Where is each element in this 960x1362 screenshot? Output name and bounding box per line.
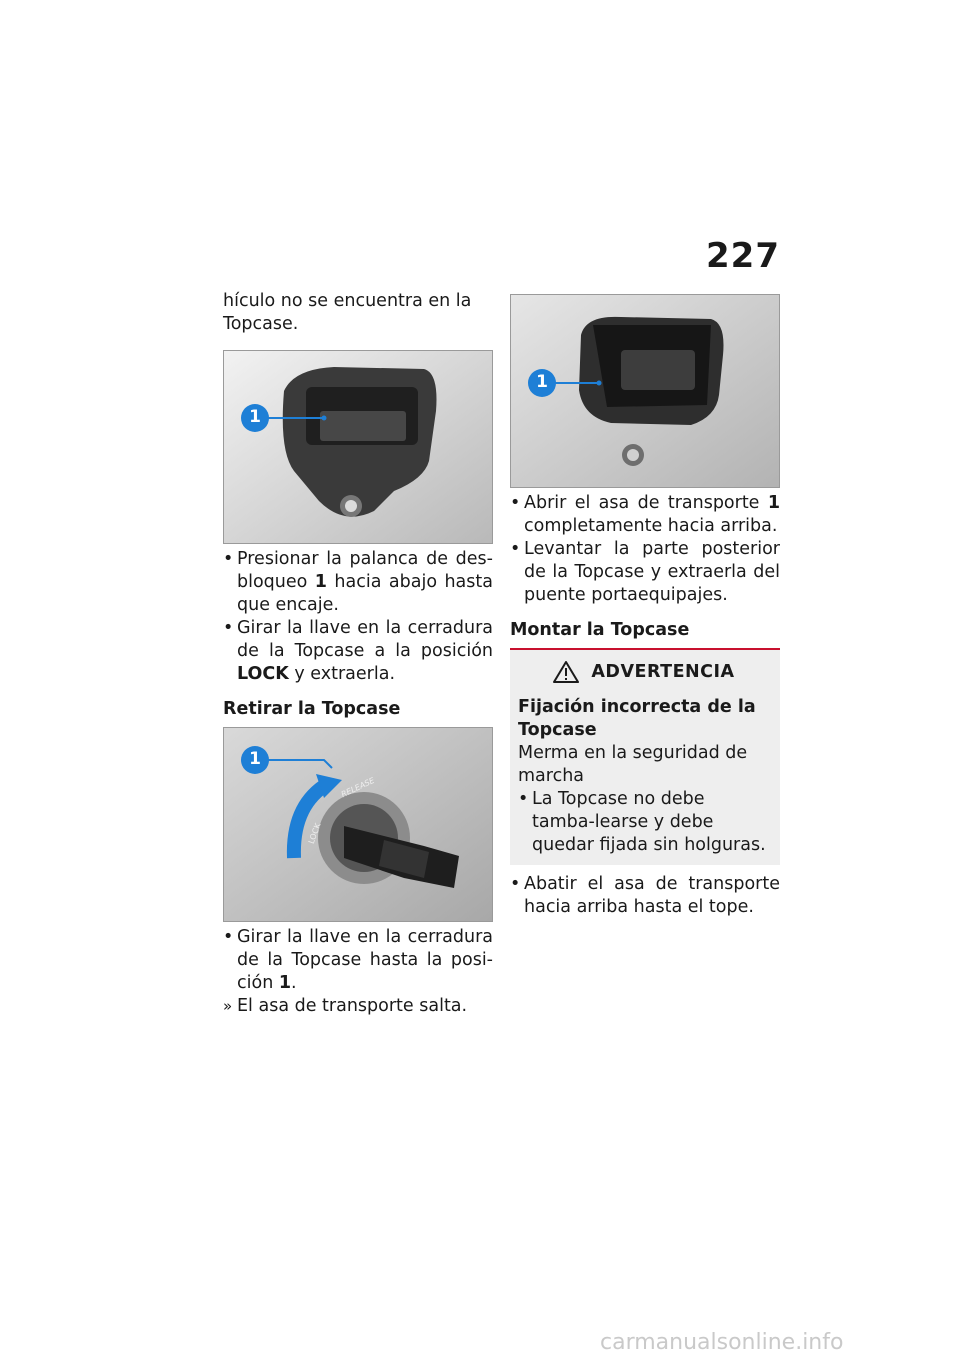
bullet-icon: • bbox=[510, 539, 521, 559]
bullet-icon: • bbox=[510, 493, 521, 513]
warning-list bbox=[518, 788, 770, 857]
warning-box bbox=[510, 648, 780, 865]
list-item: • Girar la llave en la cerradura de la Topcase hasta la posi-ción 1. bbox=[223, 927, 493, 993]
section-heading-retirar: Retirar la Topcase bbox=[223, 699, 401, 719]
result-arrow-icon: » bbox=[223, 997, 233, 1015]
bullet-icon: • bbox=[518, 789, 529, 809]
list-item: • Abatir el asa de transporte hacia arriba hasta el tope. bbox=[510, 874, 780, 917]
right-column bbox=[510, 294, 780, 919]
list-item: • Abrir el asa de transporte 1 completamente hacia arriba. bbox=[510, 493, 780, 536]
bullet-icon: • bbox=[223, 618, 234, 638]
warning-text: Merma en la seguridad de marcha bbox=[518, 743, 748, 786]
list-item: • Presionar la palanca de des-bloqueo 1 hacia abajo hasta que encaje. bbox=[223, 549, 493, 615]
photo-carry-handle bbox=[510, 294, 780, 488]
list-item: • Girar la llave en la cerradura de la Topcase a la posición LOCK y extraerla. bbox=[223, 618, 493, 684]
watermark: carmanualsonline.info bbox=[600, 1330, 844, 1355]
callout-1: 1 bbox=[249, 749, 261, 769]
release-label: RELEASE bbox=[339, 775, 376, 800]
steps-list-1 bbox=[223, 548, 493, 686]
intro-text: hículo no se encuentra en la Topcase. bbox=[223, 291, 472, 334]
steps-list-4 bbox=[510, 873, 780, 919]
bullet-icon: • bbox=[223, 927, 234, 947]
warning-triangle-icon bbox=[553, 660, 579, 684]
page-number: 227 bbox=[706, 236, 780, 276]
warning-subtitle: Fijación incorrecta de la Topcase bbox=[518, 697, 756, 740]
steps-list-2 bbox=[223, 926, 493, 995]
bullet-icon: • bbox=[223, 549, 234, 569]
callout-1: 1 bbox=[536, 372, 548, 392]
photo-key-lock bbox=[223, 727, 493, 922]
steps-list-3 bbox=[510, 492, 780, 607]
left-column bbox=[223, 290, 493, 1018]
warning-title: ADVERTENCIA bbox=[591, 661, 735, 682]
bullet-icon: • bbox=[510, 874, 521, 894]
list-item: • Levantar la parte posterior de la Topcase y extraerla del puente portaequipajes. bbox=[510, 539, 780, 605]
lock-label: LOCK bbox=[306, 821, 323, 846]
result-text: » El asa de transporte salta. bbox=[223, 996, 468, 1016]
list-item: • La Topcase no debe tamba-learse y debe quedar fijada sin holguras. bbox=[518, 789, 766, 855]
callout-1: 1 bbox=[249, 407, 261, 427]
section-heading-montar: Montar la Topcase bbox=[510, 620, 690, 640]
photo-release-lever bbox=[223, 350, 493, 544]
